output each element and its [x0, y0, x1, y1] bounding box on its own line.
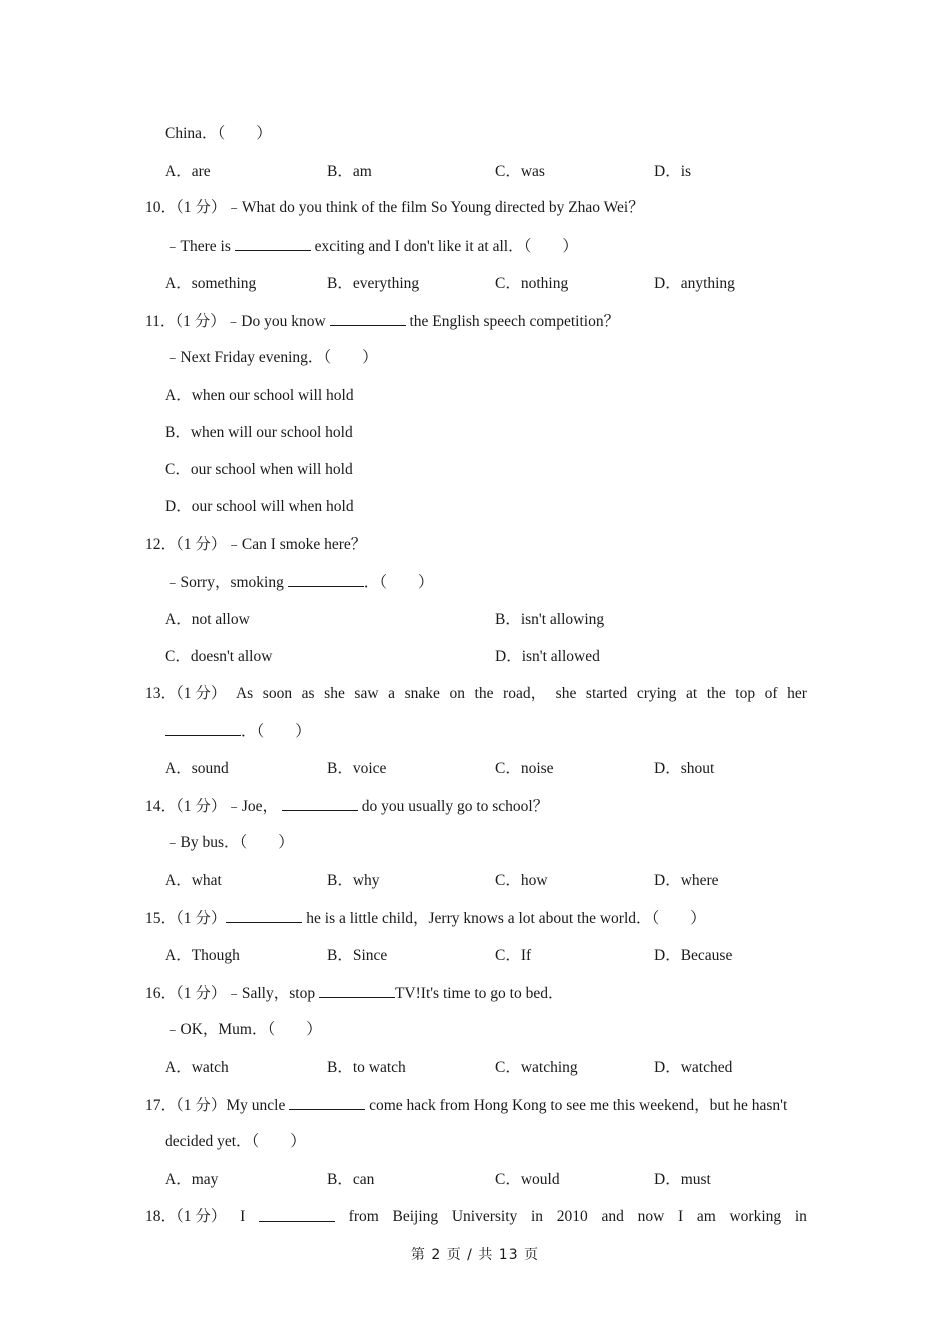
q13-word: road， [503, 685, 547, 702]
q11-option-a: A．when our school will hold [165, 387, 354, 404]
q16-option-d: D．watched [654, 1059, 733, 1076]
q9-option-c: C．was [495, 163, 545, 180]
q18-word: I [677, 1208, 684, 1225]
q12-blank [288, 572, 364, 587]
q17-stem-post: come hack from Hong Kong to see me this weekend，but he hasn't [369, 1097, 788, 1114]
q14-option-b: B．why [327, 872, 380, 889]
q13-word: her [787, 685, 807, 702]
q16-stem [145, 983, 564, 1004]
q13-word: she [324, 685, 345, 702]
q13-line2 [165, 721, 311, 742]
q13-option-b: B．voice [327, 760, 387, 777]
q18-word: 18．（1 分） [145, 1208, 227, 1225]
q10-stem: 10．（1 分）﹣What do you think of the film So Young directed by Zhao Wei？ [145, 199, 644, 216]
q10-line2-post: exciting and I don't like it at all．（ ） [314, 238, 578, 255]
q12-line2-post: ．（ ） [363, 574, 434, 591]
q16-stem-pre: 16．（1 分）﹣Sally，stop [145, 985, 316, 1002]
q14-stem-post: do you usually go to school？ [361, 798, 549, 815]
q9-option-d: D．is [654, 163, 692, 180]
q14-blank [282, 796, 358, 811]
q17-option-d: D．must [654, 1171, 711, 1188]
q14-option-a: A．what [165, 872, 222, 889]
q15-stem-post: he is a little child，Jerry knows a lot about the world．（ ） [306, 910, 706, 927]
q11-option-d: D．our school will when hold [165, 498, 354, 515]
q13-word: 13．（1 分） [145, 685, 227, 702]
q11-option-b: B．when will our school hold [165, 424, 353, 441]
q13-line2-post: ．（ ） [241, 723, 311, 740]
q12-line2 [165, 572, 433, 593]
q11-stem [145, 311, 619, 332]
q18-word: am [696, 1208, 716, 1225]
q12-stem: 12．（1 分）﹣Can I smoke here？ [145, 536, 367, 553]
q13-option-c: C．noise [495, 760, 554, 777]
q14-stem [145, 796, 548, 817]
q18-word: now [637, 1208, 665, 1225]
q10-blank [235, 236, 311, 251]
q16-blank [319, 983, 395, 998]
q13-word: on [449, 685, 465, 702]
q15-blank [226, 908, 302, 923]
q17-stem [145, 1095, 787, 1116]
q15-stem-pre: 15．（1 分） [145, 910, 227, 927]
q10-option-d: D．anything [654, 275, 735, 292]
q16-option-b: B．to watch [327, 1059, 406, 1076]
q12-option-c: C．doesn't allow [165, 648, 273, 665]
q18-word: I [240, 1208, 246, 1225]
q18-blank [259, 1207, 335, 1222]
q13-word: snake [404, 685, 440, 702]
q14-stem-pre: 14．（1 分）﹣Joe， [145, 798, 279, 815]
q12-option-a: A．not allow [165, 611, 250, 628]
q18-word: Beijing [392, 1208, 439, 1225]
q17-blank [289, 1095, 365, 1110]
q16-line2: ﹣OK，Mum．（ ） [165, 1021, 322, 1038]
q10-option-c: C．nothing [495, 275, 569, 292]
q13-word: the [474, 685, 494, 702]
q13-stem [145, 684, 807, 704]
q13-word: of [764, 685, 778, 702]
q10-line2-pre: ﹣There is [165, 238, 231, 255]
q18-word: in [794, 1208, 807, 1225]
q15-option-b: B．Since [327, 947, 388, 964]
q18-word: University [451, 1208, 518, 1225]
q9-option-a: A．are [165, 163, 211, 180]
q13-word: saw [354, 685, 379, 702]
q13-word: started [585, 685, 628, 702]
q12-line2-pre: ﹣Sorry，smoking [165, 574, 284, 591]
q18-word: working [729, 1208, 782, 1225]
q11-option-c: C．our school when will hold [165, 461, 353, 478]
q15-stem [145, 908, 706, 929]
q14-option-c: C．how [495, 872, 548, 889]
q15-option-a: A．Though [165, 947, 240, 964]
q17-option-a: A．may [165, 1171, 219, 1188]
q16-option-c: C．watching [495, 1059, 578, 1076]
q11-line2: ﹣Next Friday evening．（ ） [165, 349, 378, 366]
q14-line2: ﹣By bus．（ ） [165, 834, 294, 851]
q13-word: she [555, 685, 577, 702]
q10-line2 [165, 236, 578, 257]
q11-stem-post: the English speech competition？ [409, 313, 620, 330]
q13-word: crying [636, 685, 677, 702]
q18-word: in [531, 1208, 544, 1225]
q9-tail: China．（ ） [165, 125, 272, 142]
q13-word: as [301, 685, 315, 702]
q17-option-c: C．would [495, 1171, 560, 1188]
q13-option-a: A．sound [165, 760, 229, 777]
q13-word: top [735, 685, 756, 702]
q11-stem-pre: 11．（1 分）﹣Do you know [145, 313, 326, 330]
q13-blank [165, 721, 241, 736]
q10-option-b: B．everything [327, 275, 420, 292]
q18-word: from [348, 1208, 379, 1225]
page-footer: 第 2 页 / 共 13 页 [410, 1247, 540, 1263]
q17-line2: decided yet．（ ） [165, 1133, 306, 1150]
q10-option-a: A．something [165, 275, 257, 292]
q17-stem-pre: 17．（1 分）My uncle [145, 1097, 286, 1114]
q12-option-d: D．isn't allowed [495, 648, 600, 665]
q16-stem-post: TV!It's time to go to bed． [394, 985, 564, 1002]
q18-word: 2010 [556, 1208, 588, 1225]
q17-option-b: B．can [327, 1171, 375, 1188]
q18-stem [145, 1207, 807, 1227]
q9-option-b: B．am [327, 163, 372, 180]
q13-word: at [686, 685, 698, 702]
q13-word: a [388, 685, 395, 702]
q11-blank [330, 311, 406, 326]
q18-word: and [601, 1208, 624, 1225]
q13-word: soon [262, 685, 293, 702]
q12-option-b: B．isn't allowing [495, 611, 605, 628]
q14-option-d: D．where [654, 872, 719, 889]
q16-option-a: A．watch [165, 1059, 229, 1076]
q13-word: As [235, 685, 254, 702]
q13-word: the [706, 685, 726, 702]
q15-option-d: D．Because [654, 947, 733, 964]
q13-option-d: D．shout [654, 760, 715, 777]
q15-option-c: C．If [495, 947, 532, 964]
